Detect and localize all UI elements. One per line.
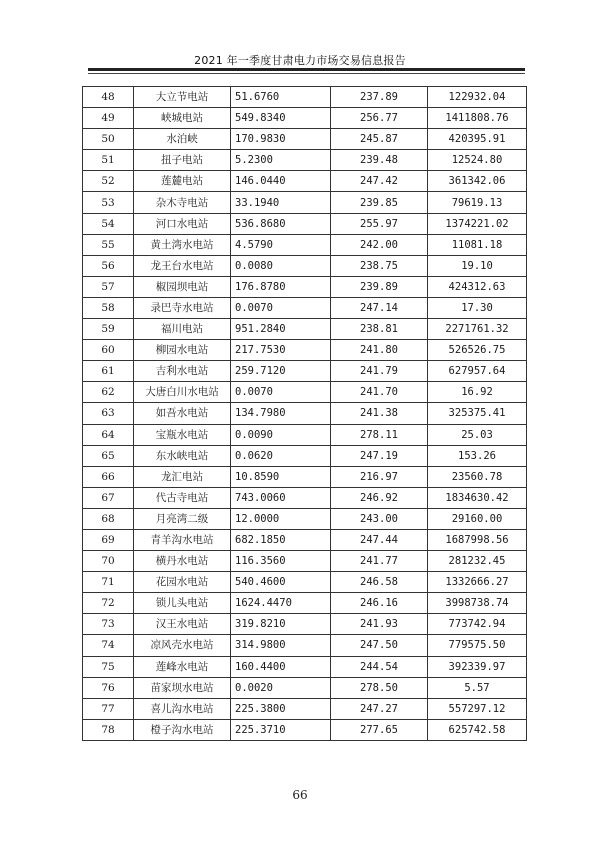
table-row — [83, 297, 527, 318]
cell-amount: 1687998.56 — [428, 529, 527, 550]
cell-index: 67 — [83, 487, 134, 508]
cell-price: 239.85 — [331, 192, 428, 213]
cell-price: 216.97 — [331, 466, 428, 487]
cell-quantity: 1624.4470 — [231, 593, 331, 614]
cell-amount: 361342.06 — [428, 171, 527, 192]
cell-quantity: 0.0090 — [231, 424, 331, 445]
table-row — [83, 276, 527, 297]
cell-index: 51 — [83, 150, 134, 171]
cell-index: 58 — [83, 297, 134, 318]
cell-index: 78 — [83, 719, 134, 740]
cell-amount: 2271761.32 — [428, 319, 527, 340]
cell-price: 238.75 — [331, 255, 428, 276]
cell-amount: 12524.80 — [428, 150, 527, 171]
cell-station-name: 吉利水电站 — [134, 361, 231, 382]
cell-amount: 392339.97 — [428, 656, 527, 677]
table-row — [83, 361, 527, 382]
cell-price: 255.97 — [331, 213, 428, 234]
cell-amount: 29160.00 — [428, 508, 527, 529]
cell-index: 69 — [83, 529, 134, 550]
cell-amount: 526526.75 — [428, 340, 527, 361]
cell-amount: 79619.13 — [428, 192, 527, 213]
cell-price: 241.77 — [331, 551, 428, 572]
cell-quantity: 0.0070 — [231, 297, 331, 318]
table-row — [83, 593, 527, 614]
cell-price: 247.44 — [331, 529, 428, 550]
cell-price: 238.81 — [331, 319, 428, 340]
cell-index: 63 — [83, 403, 134, 424]
cell-amount: 23560.78 — [428, 466, 527, 487]
cell-quantity: 33.1940 — [231, 192, 331, 213]
cell-station-name: 莲峰水电站 — [134, 656, 231, 677]
cell-station-name: 横丹水电站 — [134, 551, 231, 572]
cell-quantity: 0.0020 — [231, 677, 331, 698]
cell-amount: 11081.18 — [428, 234, 527, 255]
cell-price: 237.89 — [331, 87, 428, 108]
cell-station-name: 龙王台水电站 — [134, 255, 231, 276]
cell-price: 247.27 — [331, 698, 428, 719]
cell-quantity: 170.9830 — [231, 129, 331, 150]
cell-index: 54 — [83, 213, 134, 234]
cell-index: 49 — [83, 108, 134, 129]
cell-index: 73 — [83, 614, 134, 635]
cell-station-name: 黄土湾水电站 — [134, 234, 231, 255]
cell-amount: 5.57 — [428, 677, 527, 698]
cell-index: 68 — [83, 508, 134, 529]
cell-station-name: 椒园坝电站 — [134, 276, 231, 297]
cell-price: 242.00 — [331, 234, 428, 255]
table-row — [83, 192, 527, 213]
cell-price: 239.89 — [331, 276, 428, 297]
page-number: 66 — [292, 788, 308, 802]
table-row — [83, 129, 527, 150]
cell-amount: 325375.41 — [428, 403, 527, 424]
cell-amount: 779575.50 — [428, 635, 527, 656]
table-row — [83, 656, 527, 677]
cell-quantity: 743.0060 — [231, 487, 331, 508]
cell-amount: 1834630.42 — [428, 487, 527, 508]
cell-amount: 627957.64 — [428, 361, 527, 382]
table-row — [83, 719, 527, 740]
power-station-table — [82, 86, 527, 741]
cell-index: 53 — [83, 192, 134, 213]
cell-quantity: 314.9800 — [231, 635, 331, 656]
cell-index: 64 — [83, 424, 134, 445]
cell-quantity: 146.0440 — [231, 171, 331, 192]
cell-station-name: 大立节电站 — [134, 87, 231, 108]
cell-quantity: 682.1850 — [231, 529, 331, 550]
cell-price: 241.70 — [331, 382, 428, 403]
cell-quantity: 160.4400 — [231, 656, 331, 677]
cell-quantity: 225.3800 — [231, 698, 331, 719]
table-row — [83, 171, 527, 192]
cell-station-name: 杂木寺电站 — [134, 192, 231, 213]
cell-quantity: 134.7980 — [231, 403, 331, 424]
cell-index: 76 — [83, 677, 134, 698]
table-body — [83, 87, 527, 741]
cell-station-name: 喜儿沟水电站 — [134, 698, 231, 719]
cell-amount: 281232.45 — [428, 551, 527, 572]
cell-index: 66 — [83, 466, 134, 487]
cell-price: 241.93 — [331, 614, 428, 635]
cell-price: 241.38 — [331, 403, 428, 424]
cell-quantity: 12.0000 — [231, 508, 331, 529]
cell-station-name: 锁儿头电站 — [134, 593, 231, 614]
cell-index: 75 — [83, 656, 134, 677]
cell-price: 243.00 — [331, 508, 428, 529]
cell-amount: 122932.04 — [428, 87, 527, 108]
cell-price: 278.50 — [331, 677, 428, 698]
cell-price: 246.92 — [331, 487, 428, 508]
report-header-title: 2021 年一季度甘肃电力市场交易信息报告 — [194, 54, 406, 67]
cell-quantity: 0.0070 — [231, 382, 331, 403]
cell-station-name: 青羊沟水电站 — [134, 529, 231, 550]
table-row — [83, 382, 527, 403]
header-rule-thin — [88, 73, 525, 74]
table-row — [83, 213, 527, 234]
cell-quantity: 0.0620 — [231, 445, 331, 466]
cell-index: 48 — [83, 87, 134, 108]
cell-price: 278.11 — [331, 424, 428, 445]
cell-quantity: 176.8780 — [231, 276, 331, 297]
cell-station-name: 水泊峡 — [134, 129, 231, 150]
cell-quantity: 540.4600 — [231, 572, 331, 593]
cell-amount: 625742.58 — [428, 719, 527, 740]
table-row — [83, 551, 527, 572]
cell-index: 72 — [83, 593, 134, 614]
cell-index: 56 — [83, 255, 134, 276]
cell-amount: 3998738.74 — [428, 593, 527, 614]
table-row — [83, 529, 527, 550]
cell-station-name: 花园水电站 — [134, 572, 231, 593]
table-row — [83, 403, 527, 424]
table-row — [83, 150, 527, 171]
table-row — [83, 234, 527, 255]
table-row — [83, 340, 527, 361]
cell-station-name: 苗家坝水电站 — [134, 677, 231, 698]
cell-price: 245.87 — [331, 129, 428, 150]
cell-quantity: 217.7530 — [231, 340, 331, 361]
cell-index: 55 — [83, 234, 134, 255]
cell-price: 241.79 — [331, 361, 428, 382]
cell-quantity: 51.6760 — [231, 87, 331, 108]
cell-index: 57 — [83, 276, 134, 297]
cell-index: 71 — [83, 572, 134, 593]
cell-amount: 1332666.27 — [428, 572, 527, 593]
cell-quantity: 225.3710 — [231, 719, 331, 740]
cell-amount: 153.26 — [428, 445, 527, 466]
cell-station-name: 扭子电站 — [134, 150, 231, 171]
cell-quantity: 10.8590 — [231, 466, 331, 487]
cell-amount: 19.10 — [428, 255, 527, 276]
cell-index: 59 — [83, 319, 134, 340]
cell-station-name: 代古寺电站 — [134, 487, 231, 508]
table-row — [83, 424, 527, 445]
cell-index: 50 — [83, 129, 134, 150]
table-row — [83, 614, 527, 635]
cell-station-name: 柳园水电站 — [134, 340, 231, 361]
table-row — [83, 698, 527, 719]
table-row — [83, 635, 527, 656]
cell-index: 61 — [83, 361, 134, 382]
cell-amount: 1411808.76 — [428, 108, 527, 129]
cell-station-name: 录巴寺水电站 — [134, 297, 231, 318]
table-row — [83, 319, 527, 340]
cell-quantity: 319.8210 — [231, 614, 331, 635]
cell-price: 244.54 — [331, 656, 428, 677]
cell-amount: 17.30 — [428, 297, 527, 318]
cell-price: 246.58 — [331, 572, 428, 593]
cell-index: 60 — [83, 340, 134, 361]
cell-station-name: 福川电站 — [134, 319, 231, 340]
table-row — [83, 677, 527, 698]
cell-quantity: 259.7120 — [231, 361, 331, 382]
cell-quantity: 951.2840 — [231, 319, 331, 340]
table-row — [83, 87, 527, 108]
cell-amount: 25.03 — [428, 424, 527, 445]
cell-quantity: 4.5790 — [231, 234, 331, 255]
cell-station-name: 月亮湾二级 — [134, 508, 231, 529]
cell-amount: 424312.63 — [428, 276, 527, 297]
table-row — [83, 508, 527, 529]
cell-quantity: 0.0080 — [231, 255, 331, 276]
table-row — [83, 466, 527, 487]
cell-quantity: 5.2300 — [231, 150, 331, 171]
cell-price: 247.42 — [331, 171, 428, 192]
header-rule-thick — [88, 68, 525, 71]
cell-price: 241.80 — [331, 340, 428, 361]
cell-index: 52 — [83, 171, 134, 192]
cell-price: 256.77 — [331, 108, 428, 129]
cell-price: 247.14 — [331, 297, 428, 318]
cell-amount: 773742.94 — [428, 614, 527, 635]
cell-station-name: 河口水电站 — [134, 213, 231, 234]
cell-price: 277.65 — [331, 719, 428, 740]
cell-index: 74 — [83, 635, 134, 656]
cell-station-name: 大唐白川水电站 — [134, 382, 231, 403]
cell-amount: 1374221.02 — [428, 213, 527, 234]
cell-station-name: 如吾水电站 — [134, 403, 231, 424]
cell-station-name: 汉王水电站 — [134, 614, 231, 635]
cell-station-name: 龙汇电站 — [134, 466, 231, 487]
cell-price: 246.16 — [331, 593, 428, 614]
cell-amount: 420395.91 — [428, 129, 527, 150]
cell-station-name: 橙子沟水电站 — [134, 719, 231, 740]
cell-station-name: 峡城电站 — [134, 108, 231, 129]
cell-index: 70 — [83, 551, 134, 572]
cell-station-name: 东水峡电站 — [134, 445, 231, 466]
cell-amount: 16.92 — [428, 382, 527, 403]
cell-index: 77 — [83, 698, 134, 719]
cell-quantity: 536.8680 — [231, 213, 331, 234]
cell-station-name: 宝瓶水电站 — [134, 424, 231, 445]
table-row — [83, 572, 527, 593]
table-row — [83, 108, 527, 129]
cell-index: 62 — [83, 382, 134, 403]
cell-index: 65 — [83, 445, 134, 466]
cell-quantity: 116.3560 — [231, 551, 331, 572]
cell-amount: 557297.12 — [428, 698, 527, 719]
cell-price: 247.50 — [331, 635, 428, 656]
table-row — [83, 487, 527, 508]
cell-station-name: 莲麓电站 — [134, 171, 231, 192]
cell-price: 247.19 — [331, 445, 428, 466]
table-row — [83, 445, 527, 466]
cell-price: 239.48 — [331, 150, 428, 171]
cell-quantity: 549.8340 — [231, 108, 331, 129]
table-row — [83, 255, 527, 276]
cell-station-name: 凉风壳水电站 — [134, 635, 231, 656]
